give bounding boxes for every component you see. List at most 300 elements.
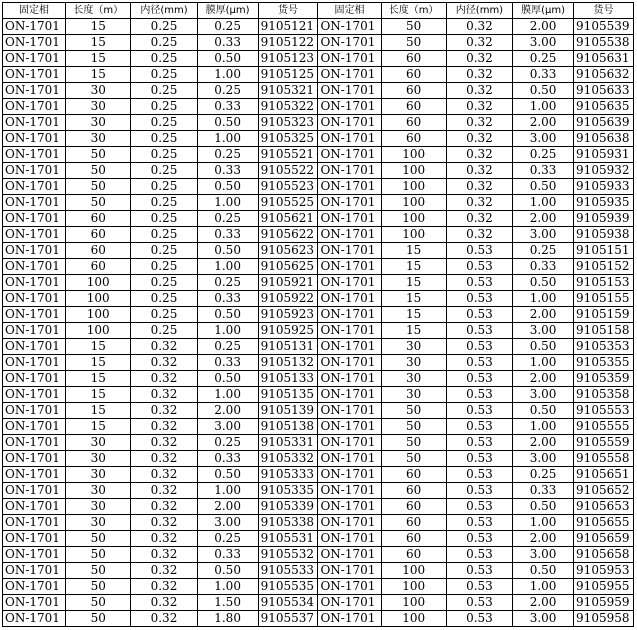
cell-inner-diameter-right: 0.32 [446, 83, 512, 99]
header-part-number-right: 货号 [574, 3, 634, 19]
cell-inner-diameter-right: 0.53 [446, 435, 512, 451]
cell-inner-diameter-right: 0.53 [446, 595, 512, 611]
cell-part-number-right: 9105538 [574, 35, 634, 51]
cell-length-right: 15 [381, 307, 446, 323]
cell-part-number-left: 9105531 [258, 531, 318, 547]
cell-stationary-phase-left: ON-1701 [3, 259, 66, 275]
cell-inner-diameter-right: 0.32 [446, 227, 512, 243]
cell-part-number-left: 9105523 [258, 179, 318, 195]
cell-part-number-right: 9105353 [574, 339, 634, 355]
header-length-right: 长度（m） [381, 3, 446, 19]
cell-length-right: 15 [381, 291, 446, 307]
cell-stationary-phase-right: ON-1701 [318, 51, 381, 67]
cell-film-thickness-right: 0.50 [513, 403, 574, 419]
cell-stationary-phase-right: ON-1701 [318, 115, 381, 131]
cell-length-right: 15 [381, 275, 446, 291]
cell-film-thickness-left: 0.33 [197, 227, 258, 243]
cell-stationary-phase-right: ON-1701 [318, 307, 381, 323]
cell-inner-diameter-right: 0.53 [446, 547, 512, 563]
cell-part-number-left: 9105133 [258, 371, 318, 387]
cell-part-number-left: 9105525 [258, 195, 318, 211]
cell-stationary-phase-left: ON-1701 [3, 499, 66, 515]
cell-film-thickness-left: 1.00 [197, 387, 258, 403]
cell-inner-diameter-right: 0.53 [446, 531, 512, 547]
cell-stationary-phase-right: ON-1701 [318, 275, 381, 291]
cell-inner-diameter-right: 0.53 [446, 371, 512, 387]
cell-part-number-right: 9105553 [574, 403, 634, 419]
table-row [3, 243, 634, 259]
cell-part-number-left: 9105125 [258, 67, 318, 83]
table-row [3, 499, 634, 515]
cell-stationary-phase-right: ON-1701 [318, 403, 381, 419]
cell-length-right: 60 [381, 483, 446, 499]
cell-part-number-right: 9105158 [574, 323, 634, 339]
cell-length-right: 60 [381, 499, 446, 515]
cell-length-left: 30 [66, 451, 131, 467]
table-row [3, 467, 634, 483]
cell-inner-diameter-right: 0.53 [446, 483, 512, 499]
cell-stationary-phase-right: ON-1701 [318, 291, 381, 307]
cell-length-left: 30 [66, 115, 131, 131]
cell-part-number-left: 9105621 [258, 211, 318, 227]
cell-stationary-phase-right: ON-1701 [318, 579, 381, 595]
header-stationary-phase-left: 固定相 [3, 3, 66, 19]
cell-length-left: 50 [66, 595, 131, 611]
cell-inner-diameter-right: 0.32 [446, 147, 512, 163]
cell-stationary-phase-left: ON-1701 [3, 563, 66, 579]
cell-part-number-left: 9105339 [258, 499, 318, 515]
cell-part-number-right: 9105653 [574, 499, 634, 515]
cell-length-left: 60 [66, 259, 131, 275]
cell-part-number-left: 9105925 [258, 323, 318, 339]
table-row [3, 115, 634, 131]
cell-film-thickness-left: 0.25 [197, 435, 258, 451]
table-row [3, 451, 634, 467]
cell-length-right: 50 [381, 19, 446, 35]
cell-part-number-right: 9105151 [574, 243, 634, 259]
cell-film-thickness-right: 2.00 [513, 307, 574, 323]
table-row [3, 67, 634, 83]
cell-inner-diameter-left: 0.32 [131, 531, 197, 547]
cell-part-number-right: 9105955 [574, 579, 634, 595]
cell-part-number-right: 9105932 [574, 163, 634, 179]
cell-length-right: 100 [381, 211, 446, 227]
cell-stationary-phase-right: ON-1701 [318, 355, 381, 371]
cell-part-number-left: 9105123 [258, 51, 318, 67]
cell-stationary-phase-right: ON-1701 [318, 19, 381, 35]
cell-stationary-phase-right: ON-1701 [318, 531, 381, 547]
cell-part-number-left: 9105132 [258, 355, 318, 371]
table-row [3, 307, 634, 323]
cell-film-thickness-left: 0.33 [197, 291, 258, 307]
cell-length-left: 100 [66, 307, 131, 323]
table-row [3, 547, 634, 563]
cell-part-number-left: 9105921 [258, 275, 318, 291]
cell-length-right: 30 [381, 387, 446, 403]
cell-part-number-left: 9105521 [258, 147, 318, 163]
table-row [3, 163, 634, 179]
cell-film-thickness-left: 0.50 [197, 307, 258, 323]
cell-length-right: 100 [381, 595, 446, 611]
cell-inner-diameter-left: 0.25 [131, 19, 197, 35]
cell-film-thickness-right: 2.00 [513, 19, 574, 35]
cell-inner-diameter-right: 0.32 [446, 99, 512, 115]
cell-film-thickness-left: 0.50 [197, 467, 258, 483]
cell-film-thickness-right: 3.00 [513, 131, 574, 147]
cell-stationary-phase-left: ON-1701 [3, 83, 66, 99]
cell-part-number-right: 9105959 [574, 595, 634, 611]
cell-part-number-left: 9105522 [258, 163, 318, 179]
cell-film-thickness-right: 1.00 [513, 291, 574, 307]
header-film-thickness-right: 膜厚(μm) [513, 3, 574, 19]
cell-film-thickness-left: 0.33 [197, 35, 258, 51]
cell-inner-diameter-left: 0.32 [131, 419, 197, 435]
table-row [3, 131, 634, 147]
cell-film-thickness-left: 1.00 [197, 323, 258, 339]
cell-length-right: 100 [381, 563, 446, 579]
cell-stationary-phase-left: ON-1701 [3, 51, 66, 67]
cell-stationary-phase-right: ON-1701 [318, 211, 381, 227]
cell-length-right: 100 [381, 611, 446, 627]
cell-length-right: 30 [381, 339, 446, 355]
cell-inner-diameter-left: 0.32 [131, 483, 197, 499]
table-row [3, 99, 634, 115]
cell-film-thickness-left: 0.33 [197, 355, 258, 371]
cell-inner-diameter-left: 0.25 [131, 307, 197, 323]
cell-stationary-phase-left: ON-1701 [3, 611, 66, 627]
cell-film-thickness-right: 2.00 [513, 595, 574, 611]
cell-film-thickness-right: 1.00 [513, 579, 574, 595]
cell-length-right: 60 [381, 531, 446, 547]
cell-part-number-left: 9105333 [258, 467, 318, 483]
table-row [3, 323, 634, 339]
cell-inner-diameter-left: 0.32 [131, 499, 197, 515]
cell-length-left: 15 [66, 403, 131, 419]
cell-part-number-right: 9105958 [574, 611, 634, 627]
cell-length-left: 15 [66, 387, 131, 403]
cell-part-number-right: 9105633 [574, 83, 634, 99]
cell-inner-diameter-right: 0.53 [446, 499, 512, 515]
cell-part-number-right: 9105635 [574, 99, 634, 115]
cell-length-right: 60 [381, 467, 446, 483]
cell-film-thickness-right: 0.50 [513, 179, 574, 195]
cell-length-right: 100 [381, 163, 446, 179]
cell-stationary-phase-right: ON-1701 [318, 83, 381, 99]
cell-stationary-phase-left: ON-1701 [3, 323, 66, 339]
cell-part-number-right: 9105659 [574, 531, 634, 547]
cell-length-left: 30 [66, 435, 131, 451]
cell-film-thickness-right: 0.33 [513, 163, 574, 179]
table-row [3, 35, 634, 51]
cell-stationary-phase-right: ON-1701 [318, 451, 381, 467]
cell-stationary-phase-right: ON-1701 [318, 339, 381, 355]
cell-stationary-phase-left: ON-1701 [3, 371, 66, 387]
cell-inner-diameter-right: 0.32 [446, 195, 512, 211]
cell-length-left: 50 [66, 547, 131, 563]
cell-part-number-left: 9105331 [258, 435, 318, 451]
cell-part-number-right: 9105655 [574, 515, 634, 531]
cell-length-right: 15 [381, 243, 446, 259]
cell-film-thickness-right: 0.33 [513, 259, 574, 275]
table-row [3, 387, 634, 403]
cell-inner-diameter-left: 0.25 [131, 291, 197, 307]
cell-length-left: 15 [66, 339, 131, 355]
cell-length-left: 50 [66, 179, 131, 195]
cell-film-thickness-left: 1.00 [197, 579, 258, 595]
cell-film-thickness-right: 0.50 [513, 275, 574, 291]
cell-part-number-right: 9105632 [574, 67, 634, 83]
cell-stationary-phase-right: ON-1701 [318, 435, 381, 451]
cell-stationary-phase-left: ON-1701 [3, 419, 66, 435]
cell-film-thickness-left: 1.00 [197, 131, 258, 147]
cell-film-thickness-right: 1.00 [513, 419, 574, 435]
cell-film-thickness-right: 3.00 [513, 611, 574, 627]
cell-length-right: 100 [381, 147, 446, 163]
table-row [3, 51, 634, 67]
cell-stationary-phase-right: ON-1701 [318, 563, 381, 579]
cell-film-thickness-right: 2.00 [513, 531, 574, 547]
cell-film-thickness-right: 3.00 [513, 323, 574, 339]
cell-part-number-left: 9105532 [258, 547, 318, 563]
cell-length-right: 60 [381, 515, 446, 531]
cell-part-number-right: 9105358 [574, 387, 634, 403]
table-row [3, 563, 634, 579]
cell-film-thickness-right: 0.33 [513, 483, 574, 499]
cell-length-left: 15 [66, 19, 131, 35]
cell-stationary-phase-right: ON-1701 [318, 323, 381, 339]
cell-inner-diameter-left: 0.32 [131, 387, 197, 403]
cell-inner-diameter-left: 0.32 [131, 371, 197, 387]
cell-length-right: 30 [381, 371, 446, 387]
cell-inner-diameter-right: 0.53 [446, 259, 512, 275]
cell-length-right: 50 [381, 435, 446, 451]
header-inner-diameter-right: 内径(mm) [446, 3, 512, 19]
cell-film-thickness-right: 2.00 [513, 435, 574, 451]
table-row [3, 371, 634, 387]
cell-stationary-phase-left: ON-1701 [3, 35, 66, 51]
cell-length-left: 50 [66, 147, 131, 163]
header-length-left: 长度（m） [66, 3, 131, 19]
cell-part-number-right: 9105558 [574, 451, 634, 467]
table-row [3, 419, 634, 435]
table-row [3, 83, 634, 99]
cell-stationary-phase-left: ON-1701 [3, 307, 66, 323]
cell-film-thickness-right: 3.00 [513, 547, 574, 563]
cell-inner-diameter-right: 0.53 [446, 579, 512, 595]
cell-stationary-phase-right: ON-1701 [318, 67, 381, 83]
cell-stationary-phase-right: ON-1701 [318, 595, 381, 611]
cell-stationary-phase-right: ON-1701 [318, 227, 381, 243]
cell-inner-diameter-left: 0.32 [131, 595, 197, 611]
cell-length-right: 50 [381, 403, 446, 419]
cell-length-right: 15 [381, 323, 446, 339]
cell-part-number-left: 9105338 [258, 515, 318, 531]
cell-film-thickness-left: 0.25 [197, 147, 258, 163]
cell-film-thickness-right: 0.50 [513, 83, 574, 99]
cell-part-number-left: 9105623 [258, 243, 318, 259]
cell-stationary-phase-left: ON-1701 [3, 339, 66, 355]
cell-film-thickness-right: 3.00 [513, 451, 574, 467]
header-row [3, 3, 634, 19]
cell-length-left: 50 [66, 531, 131, 547]
cell-part-number-left: 9105139 [258, 403, 318, 419]
cell-film-thickness-right: 3.00 [513, 227, 574, 243]
cell-inner-diameter-right: 0.53 [446, 451, 512, 467]
cell-film-thickness-left: 0.25 [197, 275, 258, 291]
cell-stationary-phase-right: ON-1701 [318, 131, 381, 147]
cell-length-left: 60 [66, 227, 131, 243]
cell-part-number-right: 9105355 [574, 355, 634, 371]
cell-length-left: 50 [66, 163, 131, 179]
table-row [3, 483, 634, 499]
cell-inner-diameter-right: 0.53 [446, 515, 512, 531]
cell-inner-diameter-right: 0.53 [446, 275, 512, 291]
cell-stationary-phase-right: ON-1701 [318, 387, 381, 403]
cell-part-number-left: 9105622 [258, 227, 318, 243]
cell-stationary-phase-left: ON-1701 [3, 195, 66, 211]
cell-stationary-phase-left: ON-1701 [3, 179, 66, 195]
cell-film-thickness-right: 0.25 [513, 147, 574, 163]
cell-inner-diameter-left: 0.25 [131, 243, 197, 259]
cell-length-left: 15 [66, 371, 131, 387]
header-film-thickness-left: 膜厚(μm) [197, 3, 258, 19]
cell-film-thickness-left: 0.25 [197, 339, 258, 355]
cell-film-thickness-right: 0.25 [513, 243, 574, 259]
cell-film-thickness-right: 3.00 [513, 35, 574, 51]
cell-inner-diameter-right: 0.53 [446, 611, 512, 627]
cell-part-number-left: 9105922 [258, 291, 318, 307]
cell-film-thickness-left: 0.50 [197, 243, 258, 259]
cell-length-left: 15 [66, 67, 131, 83]
cell-inner-diameter-left: 0.32 [131, 339, 197, 355]
cell-inner-diameter-left: 0.25 [131, 163, 197, 179]
table-row [3, 275, 634, 291]
cell-inner-diameter-left: 0.32 [131, 435, 197, 451]
cell-length-right: 50 [381, 35, 446, 51]
cell-film-thickness-left: 0.33 [197, 163, 258, 179]
cell-stationary-phase-left: ON-1701 [3, 163, 66, 179]
table-row [3, 227, 634, 243]
cell-length-left: 30 [66, 467, 131, 483]
cell-stationary-phase-left: ON-1701 [3, 275, 66, 291]
cell-length-right: 60 [381, 547, 446, 563]
cell-inner-diameter-left: 0.32 [131, 515, 197, 531]
cell-stationary-phase-right: ON-1701 [318, 419, 381, 435]
cell-film-thickness-right: 3.00 [513, 387, 574, 403]
cell-part-number-right: 9105658 [574, 547, 634, 563]
cell-length-right: 15 [381, 259, 446, 275]
cell-stationary-phase-left: ON-1701 [3, 131, 66, 147]
cell-length-left: 100 [66, 275, 131, 291]
cell-stationary-phase-right: ON-1701 [318, 467, 381, 483]
cell-inner-diameter-right: 0.53 [446, 307, 512, 323]
cell-stationary-phase-right: ON-1701 [318, 483, 381, 499]
cell-length-right: 60 [381, 83, 446, 99]
cell-stationary-phase-right: ON-1701 [318, 35, 381, 51]
cell-stationary-phase-right: ON-1701 [318, 243, 381, 259]
cell-film-thickness-left: 0.50 [197, 563, 258, 579]
cell-length-right: 60 [381, 99, 446, 115]
cell-part-number-left: 9105534 [258, 595, 318, 611]
cell-stationary-phase-left: ON-1701 [3, 67, 66, 83]
cell-film-thickness-right: 2.00 [513, 115, 574, 131]
cell-stationary-phase-left: ON-1701 [3, 435, 66, 451]
cell-stationary-phase-right: ON-1701 [318, 611, 381, 627]
cell-part-number-left: 9105335 [258, 483, 318, 499]
cell-part-number-right: 9105153 [574, 275, 634, 291]
cell-length-left: 50 [66, 563, 131, 579]
cell-stationary-phase-left: ON-1701 [3, 147, 66, 163]
cell-inner-diameter-left: 0.25 [131, 35, 197, 51]
cell-inner-diameter-right: 0.32 [446, 211, 512, 227]
table-row [3, 259, 634, 275]
cell-length-left: 15 [66, 355, 131, 371]
cell-inner-diameter-right: 0.32 [446, 35, 512, 51]
cell-stationary-phase-left: ON-1701 [3, 387, 66, 403]
cell-part-number-right: 9105638 [574, 131, 634, 147]
cell-stationary-phase-left: ON-1701 [3, 291, 66, 307]
cell-inner-diameter-left: 0.25 [131, 179, 197, 195]
cell-inner-diameter-left: 0.25 [131, 131, 197, 147]
cell-part-number-right: 9105931 [574, 147, 634, 163]
cell-film-thickness-left: 0.33 [197, 99, 258, 115]
cell-length-right: 100 [381, 179, 446, 195]
cell-film-thickness-right: 2.00 [513, 211, 574, 227]
cell-stationary-phase-right: ON-1701 [318, 179, 381, 195]
cell-length-left: 30 [66, 99, 131, 115]
cell-film-thickness-left: 1.00 [197, 195, 258, 211]
cell-film-thickness-left: 0.25 [197, 83, 258, 99]
cell-stationary-phase-right: ON-1701 [318, 259, 381, 275]
cell-inner-diameter-right: 0.53 [446, 355, 512, 371]
cell-length-left: 60 [66, 243, 131, 259]
cell-film-thickness-left: 1.50 [197, 595, 258, 611]
cell-inner-diameter-right: 0.53 [446, 467, 512, 483]
cell-stationary-phase-left: ON-1701 [3, 515, 66, 531]
cell-part-number-left: 9105121 [258, 19, 318, 35]
cell-stationary-phase-left: ON-1701 [3, 483, 66, 499]
cell-inner-diameter-right: 0.53 [446, 387, 512, 403]
cell-stationary-phase-left: ON-1701 [3, 99, 66, 115]
cell-part-number-left: 9105135 [258, 387, 318, 403]
cell-part-number-right: 9105953 [574, 563, 634, 579]
cell-inner-diameter-left: 0.25 [131, 147, 197, 163]
cell-stationary-phase-left: ON-1701 [3, 355, 66, 371]
cell-inner-diameter-right: 0.53 [446, 291, 512, 307]
cell-inner-diameter-right: 0.53 [446, 339, 512, 355]
cell-film-thickness-right: 0.50 [513, 563, 574, 579]
cell-part-number-right: 9105159 [574, 307, 634, 323]
table-row [3, 19, 634, 35]
table-row [3, 579, 634, 595]
cell-inner-diameter-left: 0.32 [131, 451, 197, 467]
cell-inner-diameter-right: 0.32 [446, 19, 512, 35]
cell-part-number-right: 9105152 [574, 259, 634, 275]
cell-inner-diameter-right: 0.53 [446, 563, 512, 579]
cell-inner-diameter-left: 0.32 [131, 467, 197, 483]
cell-stationary-phase-right: ON-1701 [318, 163, 381, 179]
cell-stationary-phase-right: ON-1701 [318, 371, 381, 387]
cell-part-number-right: 9105539 [574, 19, 634, 35]
cell-film-thickness-right: 2.00 [513, 371, 574, 387]
cell-film-thickness-right: 1.00 [513, 515, 574, 531]
cell-film-thickness-left: 0.50 [197, 115, 258, 131]
cell-stationary-phase-left: ON-1701 [3, 531, 66, 547]
cell-part-number-left: 9105625 [258, 259, 318, 275]
table-row [3, 531, 634, 547]
cell-part-number-left: 9105533 [258, 563, 318, 579]
cell-part-number-right: 9105555 [574, 419, 634, 435]
